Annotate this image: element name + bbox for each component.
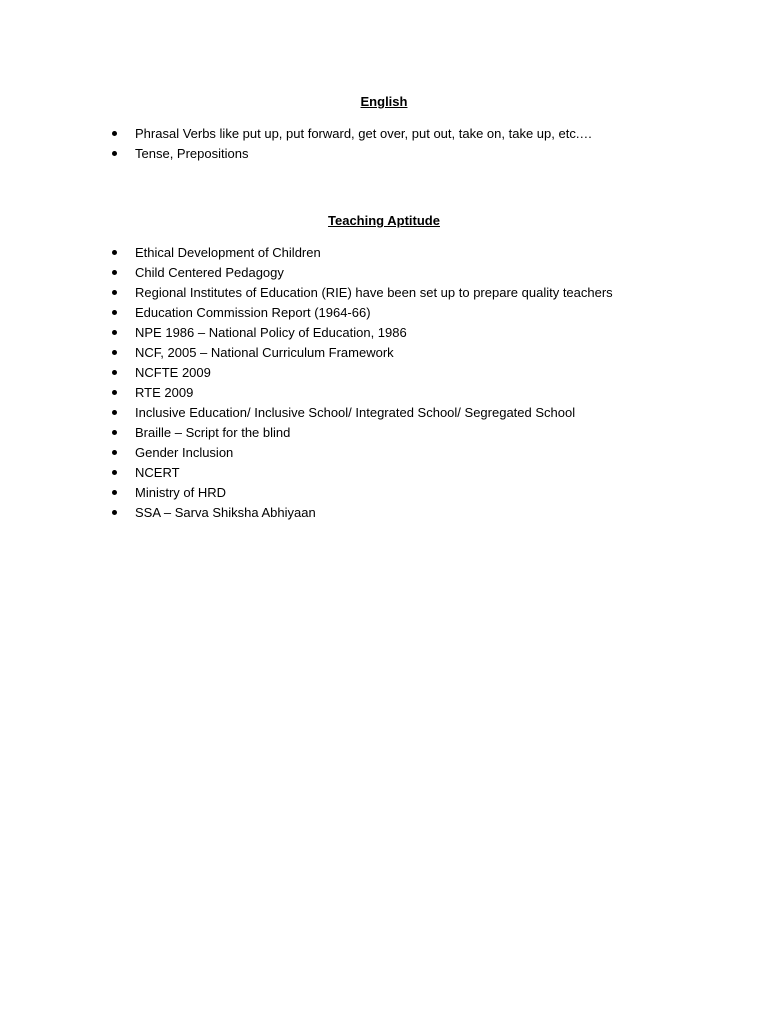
list-item	[108, 263, 613, 283]
list-item	[108, 403, 613, 423]
list-item	[108, 243, 613, 263]
bullet-icon	[112, 330, 117, 335]
list-item	[108, 503, 613, 523]
list-item-text: Gender Inclusion	[135, 445, 234, 460]
list-item-text: Ethical Development of Children	[135, 245, 321, 260]
bullet-icon	[112, 390, 117, 395]
list-item-text: Regional Institutes of Education (RIE) have been set up to prepare quality teachers	[135, 285, 613, 300]
bullet-icon	[112, 450, 117, 455]
english-heading: English	[360, 94, 408, 109]
bullet-icon	[112, 490, 117, 495]
list-item	[108, 124, 592, 144]
list-item	[108, 443, 613, 463]
bullet-icon	[112, 350, 117, 355]
bullet-icon	[112, 151, 117, 156]
list-item-text: Inclusive Education/ Inclusive School/ Integrated School/ Segregated School	[135, 405, 576, 420]
list-item-text: SSA – Sarva Shiksha Abhiyaan	[135, 505, 316, 520]
list-item	[108, 303, 613, 323]
list-item-text: NCFTE 2009	[135, 365, 211, 380]
list-item	[108, 144, 592, 164]
list-item	[108, 323, 613, 343]
bullet-icon	[112, 290, 117, 295]
bullet-icon	[112, 370, 117, 375]
english-bullet-list	[108, 124, 592, 164]
bullet-icon	[112, 410, 117, 415]
list-item-text: Education Commission Report (1964-66)	[135, 305, 371, 320]
teaching-aptitude-bullet-list	[108, 243, 613, 523]
bullet-icon	[112, 270, 117, 275]
list-item	[108, 283, 613, 303]
list-item-text: NCF, 2005 – National Curriculum Framework	[135, 345, 394, 360]
list-item-text: Braille – Script for the blind	[135, 425, 291, 440]
bullet-icon	[112, 430, 117, 435]
bullet-icon	[112, 131, 117, 136]
bullet-icon	[112, 250, 117, 255]
list-item	[108, 423, 613, 443]
list-item-text: Phrasal Verbs like put up, put forward, get over, put out, take on, take up, etc.…	[135, 126, 593, 141]
list-item-text: NCERT	[135, 465, 180, 480]
list-item	[108, 383, 613, 403]
list-item	[108, 363, 613, 383]
teaching-aptitude-heading: Teaching Aptitude	[328, 213, 440, 228]
list-item-text: Tense, Prepositions	[135, 146, 249, 161]
bullet-icon	[112, 470, 117, 475]
list-item-text: Child Centered Pedagogy	[135, 265, 284, 280]
list-item	[108, 483, 613, 503]
list-item-text: Ministry of HRD	[135, 485, 227, 500]
list-item-text: NPE 1986 – National Policy of Education, 1986	[135, 325, 407, 340]
list-item	[108, 343, 613, 363]
list-item	[108, 463, 613, 483]
bullet-icon	[112, 310, 117, 315]
bullet-icon	[112, 510, 117, 515]
list-item-text: RTE 2009	[135, 385, 194, 400]
